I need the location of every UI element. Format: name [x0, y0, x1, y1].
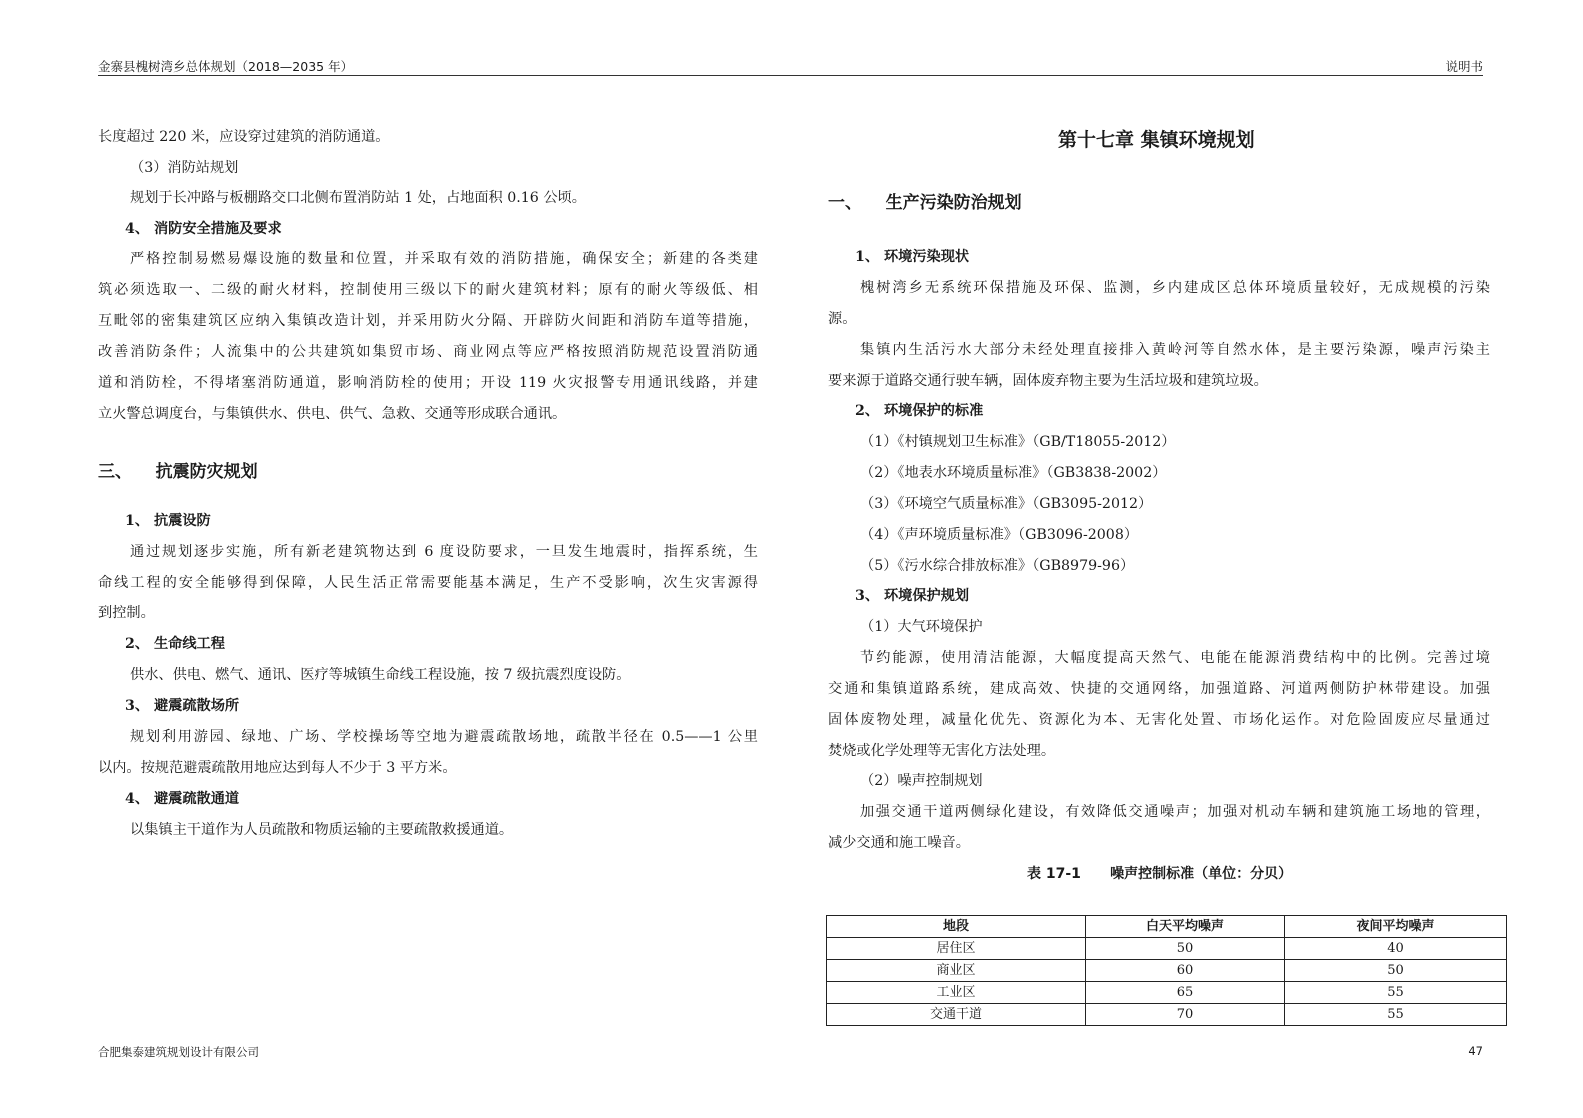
table-cell: 50 — [1086, 938, 1285, 960]
standard-item: （3）《环境空气质量标准》（GB3095-2012） — [860, 496, 1153, 512]
table-cell: 40 — [1285, 938, 1507, 960]
paragraph-line: 要来源于道路交通行驶车辆，固体废弃物主要为生活垃圾和建筑垃圾。 — [828, 373, 1268, 389]
company-name: 合肥集泰建筑规划设计有限公司 — [98, 1045, 259, 1059]
paragraph-line: 严格控制易燃易爆设施的数量和位置，并采取有效的消防措施，确保安全；新建的各类建 — [130, 251, 758, 267]
paragraph-line: 焚烧或化学处理等无害化方法处理。 — [828, 743, 1056, 759]
subheading: 3、 环境保护规划 — [855, 588, 970, 604]
table-cell: 60 — [1086, 960, 1285, 982]
subheading: （2）噪声控制规划 — [860, 773, 983, 789]
section-heading: 一、 生产污染防治规划 — [828, 193, 1022, 213]
paragraph-line: 改善消防条件；人流集中的公共建筑如集贸市场、商业网点等应严格按照消防规范设置消防通 — [98, 344, 758, 360]
table-row — [827, 982, 1507, 1004]
table-row — [827, 1004, 1507, 1026]
paragraph-line: 规划于长冲路与板棚路交口北侧布置消防站 1 处，占地面积 0.16 公顷。 — [130, 190, 586, 206]
paragraph-line: 供水、供电、燃气、通讯、医疗等城镇生命线工程设施，按 7 级抗震烈度设防。 — [130, 667, 631, 683]
subheading: 2、 环境保护的标准 — [855, 403, 984, 419]
paragraph-line: 减少交通和施工噪音。 — [828, 835, 970, 851]
paragraph-line: 互毗邻的密集建筑区应纳入集镇改造计划，并采用防火分隔、开辟防火间距和消防车道等措施， — [98, 313, 758, 329]
paragraph-line: 交通和集镇道路系统，建成高效、快捷的交通网络，加强道路、河道两侧防护林带建设。加强 — [828, 681, 1490, 697]
subheading: 2、 生命线工程 — [125, 636, 225, 652]
table-cell: 55 — [1285, 982, 1507, 1004]
subheading: （1）大气环境保护 — [860, 619, 983, 635]
paragraph-line: 固体废物处理，减量化优先、资源化为本、无害化处置、市场化运作。对危险固废应尽量通过 — [828, 712, 1490, 728]
section-heading: 三、 抗震防灾规划 — [98, 462, 258, 482]
table-row — [827, 960, 1507, 982]
table-cell: 65 — [1086, 982, 1285, 1004]
paragraph-line: 槐树湾乡无系统环保措施及环保、监测，乡内建成区总体环境质量较好，无成规模的污染 — [860, 280, 1490, 296]
standard-item: （1）《村镇规划卫生标准》（GB/T18055-2012） — [860, 434, 1176, 450]
page-number: 47 — [1468, 1044, 1483, 1058]
column-header: 夜间平均噪声 — [1285, 916, 1507, 938]
table-caption: 表 17-1 噪声控制标准（单位：分贝） — [1027, 866, 1293, 882]
standard-item: （4）《声环境质量标准》（GB3096-2008） — [860, 527, 1139, 543]
chapter-title: 第十七章 集镇环境规划 — [1058, 129, 1255, 151]
table-cell: 55 — [1285, 1004, 1507, 1026]
document-type: 说明书 — [1445, 59, 1483, 74]
table-cell: 居住区 — [827, 938, 1086, 960]
table-cell: 工业区 — [827, 982, 1086, 1004]
subheading: 1、 抗震设防 — [125, 513, 211, 529]
noise-standard-table — [826, 915, 1507, 1026]
paragraph-line: 节约能源，使用清洁能源，大幅度提高天然气、电能在能源消费结构中的比例。完善过境 — [860, 650, 1490, 666]
table-row — [827, 938, 1507, 960]
paragraph-line: 长度超过 220 米，应设穿过建筑的消防通道。 — [98, 129, 390, 145]
paragraph-line: 源。 — [828, 311, 857, 327]
paragraph-line: 规划利用游园、绿地、广场、学校操场等空地为避震疏散场地，疏散半径在 0.5——1 公里 — [130, 729, 758, 745]
paragraph-line: 以内。按规范避震疏散用地应达到每人不少于 3 平方米。 — [98, 760, 457, 776]
paragraph-line: 加强交通干道两侧绿化建设，有效降低交通噪声；加强对机动车辆和建筑施工场地的管理， — [860, 804, 1490, 820]
subheading: 1、 环境污染现状 — [855, 249, 970, 265]
column-header: 白天平均噪声 — [1086, 916, 1285, 938]
paragraph-line: 到控制。 — [98, 605, 155, 621]
paragraph-line: 道和消防栓，不得堵塞消防通道，影响消防栓的使用；开设 119 火灾报警专用通讯线路，并建 — [98, 375, 758, 391]
page-header — [98, 55, 1483, 76]
subheading: 3、 避震疏散场所 — [125, 698, 240, 714]
subheading: 4、 避震疏散通道 — [125, 791, 240, 807]
table-cell: 50 — [1285, 960, 1507, 982]
table-cell: 商业区 — [827, 960, 1086, 982]
paragraph-line: 命线工程的安全能够得到保障，人民生活正常需要能基本满足，生产不受影响，次生灾害源得 — [98, 575, 758, 591]
subheading: （3）消防站规划 — [130, 160, 239, 176]
column-header: 地段 — [827, 916, 1086, 938]
standard-item: （2）《地表水环境质量标准》（GB3838-2002） — [860, 465, 1167, 481]
document-title: 金寨县槐树湾乡总体规划（2018—2035 年） — [98, 59, 354, 74]
paragraph-line: 以集镇主干道作为人员疏散和物质运输的主要疏散救援通道。 — [130, 822, 514, 838]
paragraph-line: 集镇内生活污水大部分未经处理直接排入黄岭河等自然水体，是主要污染源，噪声污染主 — [860, 342, 1490, 358]
subheading: 4、 消防安全措施及要求 — [125, 221, 282, 237]
paragraph-line: 立火警总调度台，与集镇供水、供电、供气、急救、交通等形成联合通讯。 — [98, 406, 567, 422]
table-header-row — [827, 916, 1507, 938]
paragraph-line: 通过规划逐步实施，所有新老建筑物达到 6 度设防要求，一旦发生地震时，指挥系统，生 — [130, 544, 758, 560]
paragraph-line: 筑必须选取一、二级的耐火材料，控制使用三级以下的耐火建筑材料；原有的耐火等级低、相 — [98, 282, 758, 298]
table-cell: 交通干道 — [827, 1004, 1086, 1026]
table-cell: 70 — [1086, 1004, 1285, 1026]
standard-item: （5）《污水综合排放标准》（GB8979-96） — [860, 558, 1135, 574]
